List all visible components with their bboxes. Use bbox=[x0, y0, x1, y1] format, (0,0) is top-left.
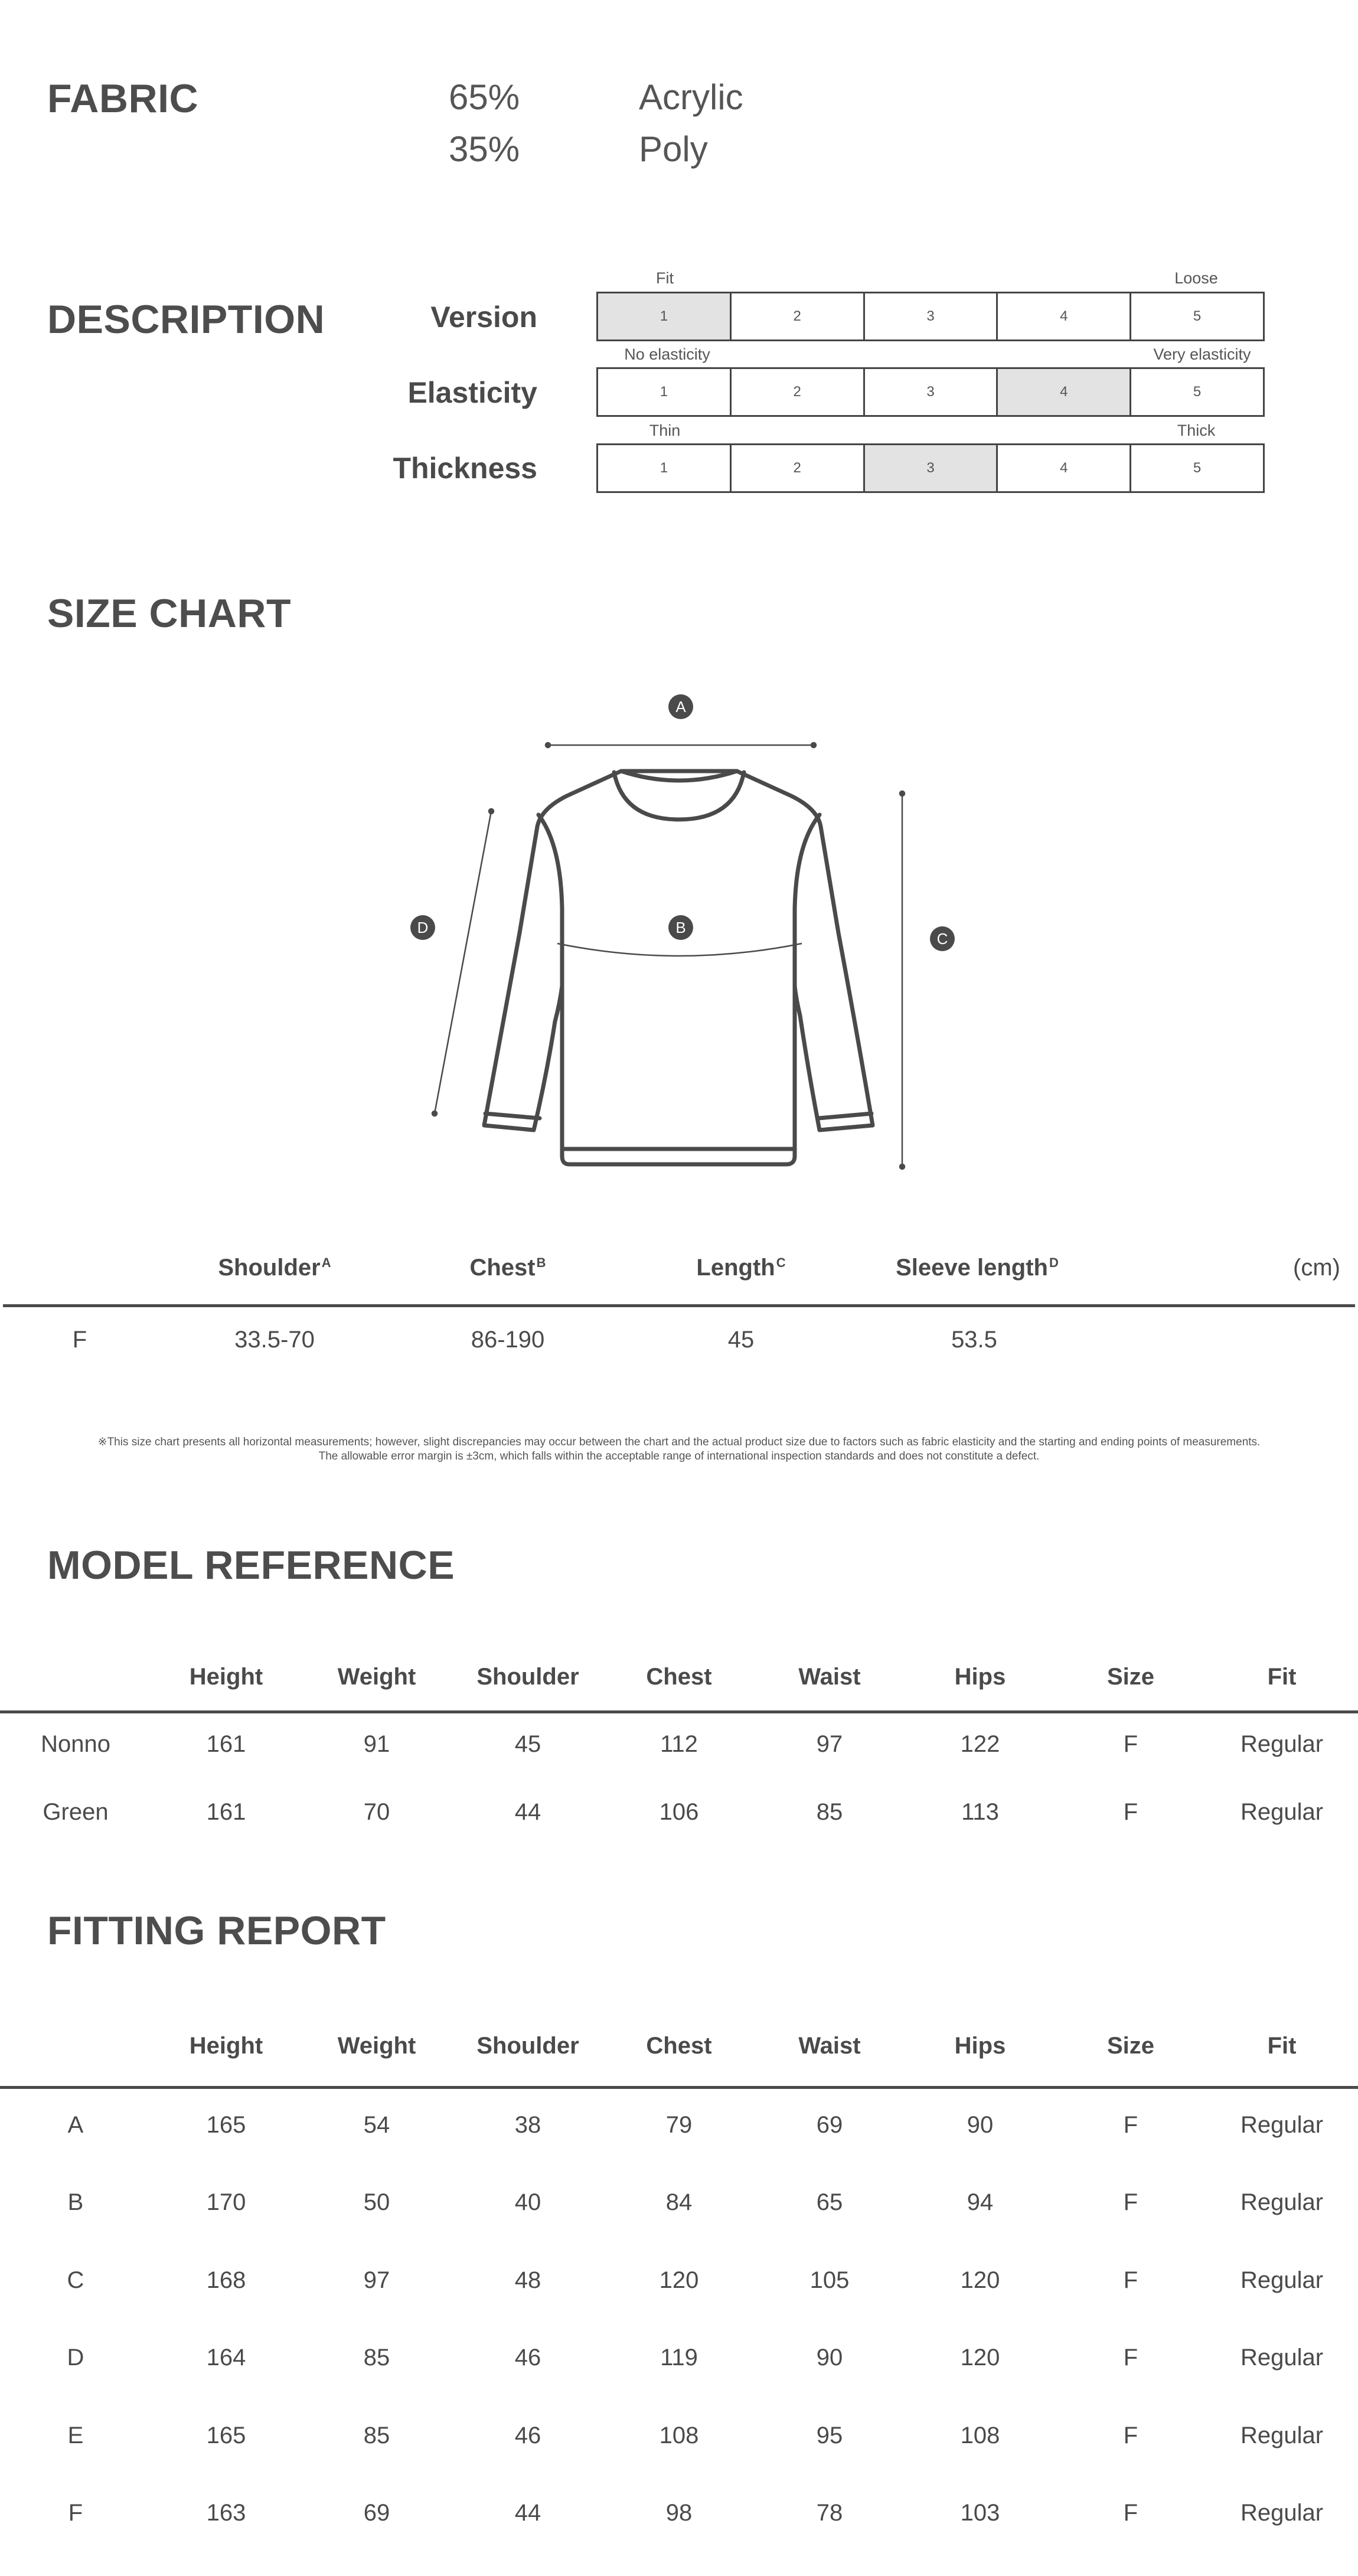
model-table-cell: 106 bbox=[659, 1799, 699, 1825]
model-header-cell: Weight bbox=[337, 1664, 416, 1690]
version-option: 2 bbox=[732, 293, 865, 339]
fitting-table-cell: 69 bbox=[816, 2112, 843, 2138]
fitting-table-cell: 108 bbox=[659, 2422, 699, 2448]
fitting-table-cell: B bbox=[67, 2189, 84, 2215]
elasticity-option: 4 bbox=[998, 369, 1131, 415]
marker-a-label: A bbox=[675, 698, 686, 716]
fitting-table-cell: Regular bbox=[1240, 2267, 1324, 2293]
model-table-cell: 44 bbox=[514, 1799, 541, 1825]
fitting-header-cell: Waist bbox=[798, 2033, 861, 2059]
fitting-table-cell: 85 bbox=[363, 2422, 390, 2448]
size-note-line-1: ※This size chart presents all horizontal measurements; however, slight discrepancies may occur between the chart and the actual product size due to factors such as fabric elasticity and the starting and ending points of measurements. bbox=[97, 1436, 1261, 1448]
size-table-rule bbox=[3, 1304, 1355, 1307]
fitting-table-cell: Regular bbox=[1240, 2500, 1324, 2526]
version-option: 4 bbox=[998, 293, 1131, 339]
fitting-table-cell: Regular bbox=[1240, 2422, 1324, 2448]
version-high-label: Loose bbox=[1174, 269, 1218, 287]
size-note-line-2: The allowable error margin is ±3cm, which falls within the acceptable range of international inspection standards and does not constitute a defect. bbox=[318, 1450, 1040, 1462]
marker-c-label: C bbox=[936, 930, 948, 948]
fitting-table-cell: 165 bbox=[206, 2112, 246, 2138]
version-low-label: Fit bbox=[656, 269, 674, 287]
fitting-header-cell: Shoulder bbox=[476, 2033, 579, 2059]
fitting-table-cell: 48 bbox=[514, 2267, 541, 2293]
fitting-report-title: FITTING REPORT bbox=[47, 1908, 386, 1953]
elasticity-option: 3 bbox=[865, 369, 998, 415]
fitting-table-cell: A bbox=[67, 2112, 84, 2138]
size-row-chest: 86-190 bbox=[471, 1327, 545, 1353]
version-option: 1 bbox=[598, 293, 732, 339]
elasticity-high-label: Very elasticity bbox=[1153, 345, 1251, 363]
fitting-table-cell: 85 bbox=[363, 2345, 390, 2371]
fitting-table-cell: 78 bbox=[816, 2500, 843, 2526]
model-table-cell: F bbox=[1123, 1731, 1138, 1757]
size-row-shoulder: 33.5-70 bbox=[234, 1327, 315, 1353]
fitting-table-cell: 163 bbox=[206, 2500, 246, 2526]
model-header-cell: Waist bbox=[798, 1664, 861, 1690]
fabric-title: FABRIC bbox=[47, 76, 199, 121]
fitting-table-cell: 46 bbox=[514, 2345, 541, 2371]
fitting-table-cell: Regular bbox=[1240, 2112, 1324, 2138]
version-scale bbox=[596, 292, 1265, 341]
model-header-cell: Chest bbox=[646, 1664, 712, 1690]
thickness-option: 3 bbox=[865, 445, 998, 491]
fitting-table-cell: 44 bbox=[514, 2500, 541, 2526]
marker-a-icon bbox=[668, 694, 693, 719]
fitting-table-cell: F bbox=[1123, 2500, 1138, 2526]
version-option: 5 bbox=[1193, 308, 1202, 324]
size-unit: (cm) bbox=[1293, 1255, 1340, 1281]
model-table-cell: 70 bbox=[363, 1799, 390, 1825]
size-header-length: Length$^C$ bbox=[696, 1255, 786, 1281]
fitting-header-cell: Height bbox=[189, 2033, 263, 2059]
elasticity-option: 5 bbox=[1193, 384, 1202, 400]
elasticity-option: 2 bbox=[732, 369, 865, 415]
fitting-table-cell: F bbox=[1123, 2422, 1138, 2448]
elasticity-option: 1 bbox=[598, 369, 732, 415]
fitting-table-cell: F bbox=[68, 2500, 83, 2526]
fabric-percent-1: 65% bbox=[449, 77, 520, 117]
thickness-option: 2 bbox=[732, 445, 865, 491]
fitting-table-cell: 105 bbox=[809, 2267, 850, 2293]
model-table-cell: 161 bbox=[206, 1731, 246, 1757]
fitting-header-cell: Fit bbox=[1267, 2033, 1297, 2059]
thickness-option: 4 bbox=[998, 445, 1131, 491]
model-reference-title: MODEL REFERENCE bbox=[47, 1543, 455, 1588]
fabric-percent-2: 35% bbox=[449, 129, 520, 169]
fitting-table-cell: 69 bbox=[363, 2500, 390, 2526]
fitting-table-cell: 95 bbox=[816, 2422, 843, 2448]
sweater-outline-icon bbox=[484, 771, 873, 1164]
model-table-cell: 113 bbox=[961, 1799, 999, 1825]
fitting-header-cell: Weight bbox=[337, 2033, 416, 2059]
fitting-table-cell: 120 bbox=[960, 2267, 1000, 2293]
elasticity-scale bbox=[596, 367, 1265, 417]
version-option: 3 bbox=[865, 293, 998, 339]
fitting-table-cell: F bbox=[1123, 2112, 1138, 2138]
fitting-header-cell: Chest bbox=[646, 2033, 712, 2059]
thickness-scale bbox=[596, 443, 1265, 493]
fitting-table-cell: 119 bbox=[660, 2345, 698, 2371]
fitting-table-cell: 65 bbox=[816, 2189, 843, 2215]
model-header-cell: Fit bbox=[1267, 1664, 1297, 1690]
fitting-table-cell: 103 bbox=[960, 2500, 1000, 2526]
model-table-cell: 97 bbox=[816, 1731, 843, 1757]
marker-d-icon bbox=[410, 915, 435, 940]
marker-d-label: D bbox=[417, 919, 429, 936]
chest-measure-line bbox=[557, 943, 802, 956]
size-header-shoulder: Shoulder$^A$ bbox=[218, 1255, 331, 1281]
fitting-table-cell: 46 bbox=[514, 2422, 541, 2448]
model-table-cell: Nonno bbox=[41, 1731, 110, 1757]
marker-b-label: B bbox=[675, 919, 686, 936]
model-table-cell: 85 bbox=[816, 1799, 843, 1825]
fitting-table-cell: 90 bbox=[816, 2345, 843, 2371]
fitting-table-cell: E bbox=[67, 2422, 84, 2448]
size-row-length: 45 bbox=[727, 1327, 755, 1353]
fitting-table-cell: F bbox=[1123, 2267, 1138, 2293]
fitting-table-cell: F bbox=[1123, 2189, 1138, 2215]
fabric-material-1: Acrylic bbox=[639, 77, 743, 117]
model-table-cell: F bbox=[1123, 1799, 1138, 1825]
fitting-table-cell: 97 bbox=[363, 2267, 390, 2293]
fitting-table-cell: 50 bbox=[363, 2189, 390, 2215]
fitting-header-cell: Size bbox=[1106, 2033, 1155, 2059]
sleeve-measure-line bbox=[435, 811, 491, 1114]
fitting-table-cell: 170 bbox=[206, 2189, 246, 2215]
thickness-label: Thickness bbox=[393, 452, 537, 485]
model-table-cell: Green bbox=[43, 1799, 109, 1825]
fabric-material-2: Poly bbox=[639, 129, 708, 169]
fitting-table-cell: 38 bbox=[514, 2112, 541, 2138]
elasticity-low-label: No elasticity bbox=[624, 345, 710, 363]
thickness-option: 5 bbox=[1193, 460, 1202, 476]
fitting-table-cell: 84 bbox=[665, 2189, 693, 2215]
model-header-cell: Hips bbox=[954, 1664, 1006, 1690]
fitting-table-rule bbox=[0, 2086, 1358, 2089]
sweater-diagram bbox=[0, 679, 1358, 1181]
model-header-cell: Size bbox=[1106, 1664, 1155, 1690]
fitting-table-cell: 40 bbox=[514, 2189, 541, 2215]
fitting-header-cell: Hips bbox=[954, 2033, 1006, 2059]
model-table-cell: 45 bbox=[514, 1731, 541, 1757]
elasticity-label: Elasticity bbox=[407, 376, 537, 409]
thickness-high-label: Thick bbox=[1177, 422, 1216, 439]
fitting-table-cell: 120 bbox=[659, 2267, 699, 2293]
model-table-cell: 112 bbox=[660, 1731, 698, 1757]
model-table-rule bbox=[0, 1710, 1358, 1713]
measurement-lines bbox=[432, 743, 905, 1169]
fitting-table-cell: 164 bbox=[206, 2345, 246, 2371]
fitting-table-cell: 54 bbox=[363, 2112, 390, 2138]
model-table-cell: Regular bbox=[1240, 1799, 1324, 1825]
fitting-table-cell: 98 bbox=[665, 2500, 693, 2526]
fitting-table-cell: Regular bbox=[1240, 2189, 1324, 2215]
fitting-table-cell: 120 bbox=[960, 2345, 1000, 2371]
size-header-sleeve: Sleeve length$^D$ bbox=[896, 1255, 1059, 1281]
thickness-option: 1 bbox=[598, 445, 732, 491]
fitting-table-cell: C bbox=[67, 2267, 84, 2293]
marker-b-icon bbox=[668, 915, 693, 940]
fitting-table-cell: Regular bbox=[1240, 2345, 1324, 2371]
version-label: Version bbox=[430, 301, 537, 334]
description-title: DESCRIPTION bbox=[47, 297, 325, 342]
model-header-cell: Height bbox=[189, 1664, 263, 1690]
model-table-cell: 122 bbox=[960, 1731, 1000, 1757]
model-table-cell: 161 bbox=[206, 1799, 246, 1825]
size-row-sleeve: 53.5 bbox=[951, 1327, 997, 1353]
size-row-size: F bbox=[72, 1327, 87, 1353]
size-header-chest: Chest$^B$ bbox=[469, 1255, 546, 1281]
fitting-table-cell: 165 bbox=[206, 2422, 246, 2448]
fitting-table-cell: F bbox=[1123, 2345, 1138, 2371]
model-table-cell: 91 bbox=[363, 1731, 390, 1757]
fitting-table-cell: 168 bbox=[206, 2267, 246, 2293]
fitting-table-cell: 108 bbox=[960, 2422, 1000, 2448]
size-chart-title: SIZE CHART bbox=[47, 591, 291, 636]
marker-c-icon bbox=[930, 926, 955, 951]
fitting-table-cell: 90 bbox=[967, 2112, 994, 2138]
model-header-cell: Shoulder bbox=[476, 1664, 579, 1690]
thickness-low-label: Thin bbox=[649, 422, 681, 439]
fitting-table-cell: 79 bbox=[665, 2112, 693, 2138]
model-table-cell: Regular bbox=[1240, 1731, 1324, 1757]
fitting-table-cell: D bbox=[67, 2345, 84, 2371]
fitting-table-cell: 94 bbox=[967, 2189, 994, 2215]
